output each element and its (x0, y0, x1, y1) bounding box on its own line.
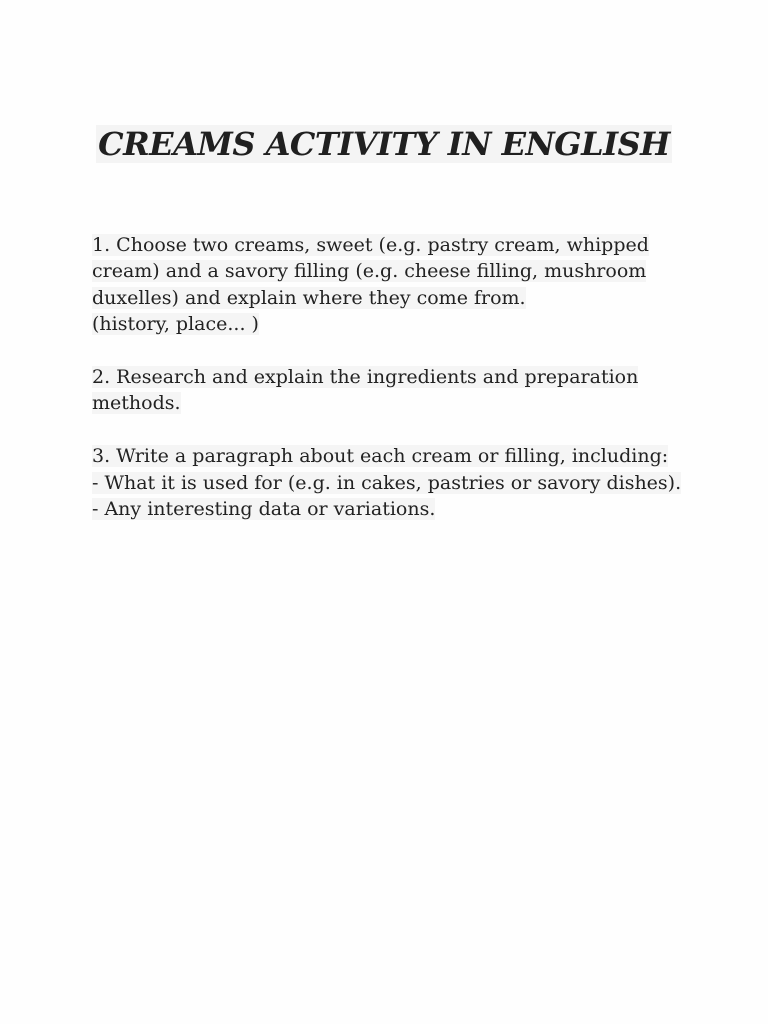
instruction-line-text: methods. (92, 392, 181, 415)
instruction-line (92, 258, 692, 284)
instruction-line (92, 496, 692, 522)
instruction-line-text: cream) and a savory filling (e.g. cheese filling, mushroom (92, 260, 647, 283)
instruction-line (92, 443, 692, 469)
instruction-line (92, 470, 692, 496)
instruction-line-text: 3. Write a paragraph about each cream or filling, including: (92, 445, 669, 468)
document-body (92, 232, 692, 522)
instruction-line-text: (history, place... ) (92, 313, 259, 336)
instruction-line (92, 285, 692, 311)
paragraph-gap (92, 417, 692, 443)
instruction-item-1 (92, 232, 692, 338)
instruction-line (92, 390, 692, 416)
instruction-line-text: duxelles) and explain where they come from. (92, 286, 526, 309)
instruction-line (92, 311, 692, 337)
paragraph-gap (92, 338, 692, 364)
instruction-line-text: 1. Choose two creams, sweet (e.g. pastry cream, whipped (92, 234, 649, 256)
instruction-item-2 (92, 364, 692, 417)
instruction-line-text: - What it is used for (e.g. in cakes, pastries or savory dishes). (92, 471, 682, 494)
instruction-line-text: - Any interesting data or variations. (92, 498, 436, 521)
document-title (0, 124, 768, 164)
instruction-line (92, 232, 692, 258)
document-title-text: CREAMS ACTIVITY IN ENGLISH (98, 125, 670, 163)
instruction-item-3 (92, 443, 692, 522)
instruction-line-text: 2. Research and explain the ingredients and preparation (92, 366, 639, 389)
instruction-line (92, 364, 692, 390)
